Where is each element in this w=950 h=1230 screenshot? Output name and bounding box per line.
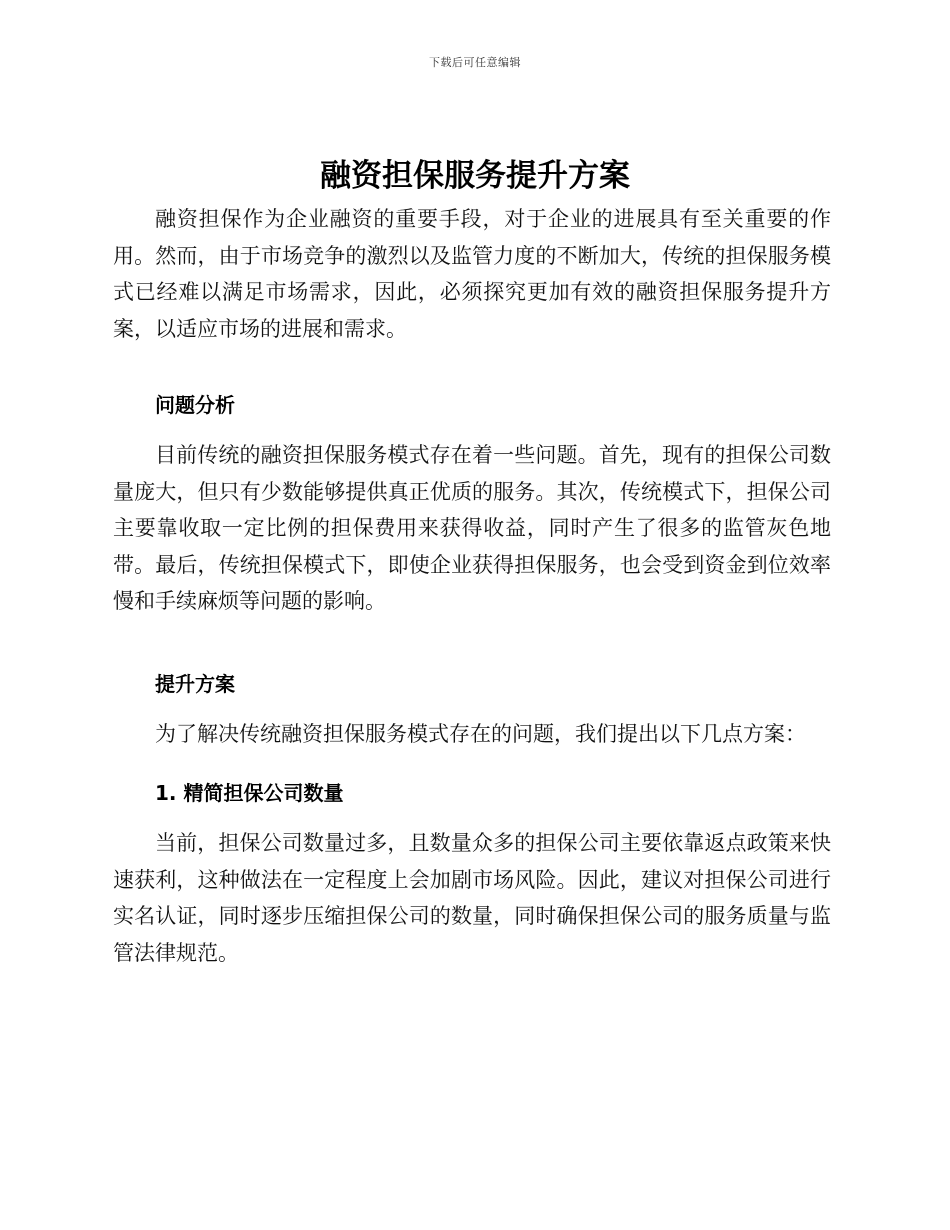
intro-paragraph: 融资担保作为企业融资的重要手段，对于企业的进展具有至关重要的作用。然而，由于市场竞争的激烈以及监管力度的不断加大，传统的担保服务模式已经难以满足市场需求，因此，必须探究更加有效的融资担保服务提升方案，以适应市场的进展和需求。 bbox=[113, 207, 831, 341]
improvement-plan-intro: 为了解决传统融资担保服务模式存在的问题，我们提出以下几点方案： bbox=[155, 722, 806, 746]
section-heading-improvement-plan: 提升方案 bbox=[155, 672, 235, 696]
streamline-companies-paragraph: 当前，担保公司数量过多，且数量众多的担保公司主要依靠返点政策来快速获利，这种做法在一定程度上会加剧市场风险。因此，建议对担保公司进行实名认证，同时逐步压缩担保公司的数量，同时确保担保公司的服务质量与监管法律规范。 bbox=[113, 831, 831, 965]
problem-analysis-paragraph: 目前传统的融资担保服务模式存在着一些问题。首先，现有的担保公司数量庞大，但只有少数能够提供真正优质的服务。其次，传统模式下，担保公司主要靠收取一定比例的担保费用来获得收益，同时产生了很多的监管灰色地带。最后，传统担保模式下，即使企业获得担保服务，也会受到资金到位效率慢和手续麻烦等问题的影响。 bbox=[113, 443, 831, 613]
document-title: 融资担保服务提升方案 bbox=[320, 158, 630, 194]
section-heading-problem-analysis: 问题分析 bbox=[155, 393, 235, 417]
item-heading-streamline-companies: 1. 精简担保公司数量 bbox=[155, 781, 344, 805]
header-note: 下载后可任意编辑 bbox=[429, 56, 521, 69]
